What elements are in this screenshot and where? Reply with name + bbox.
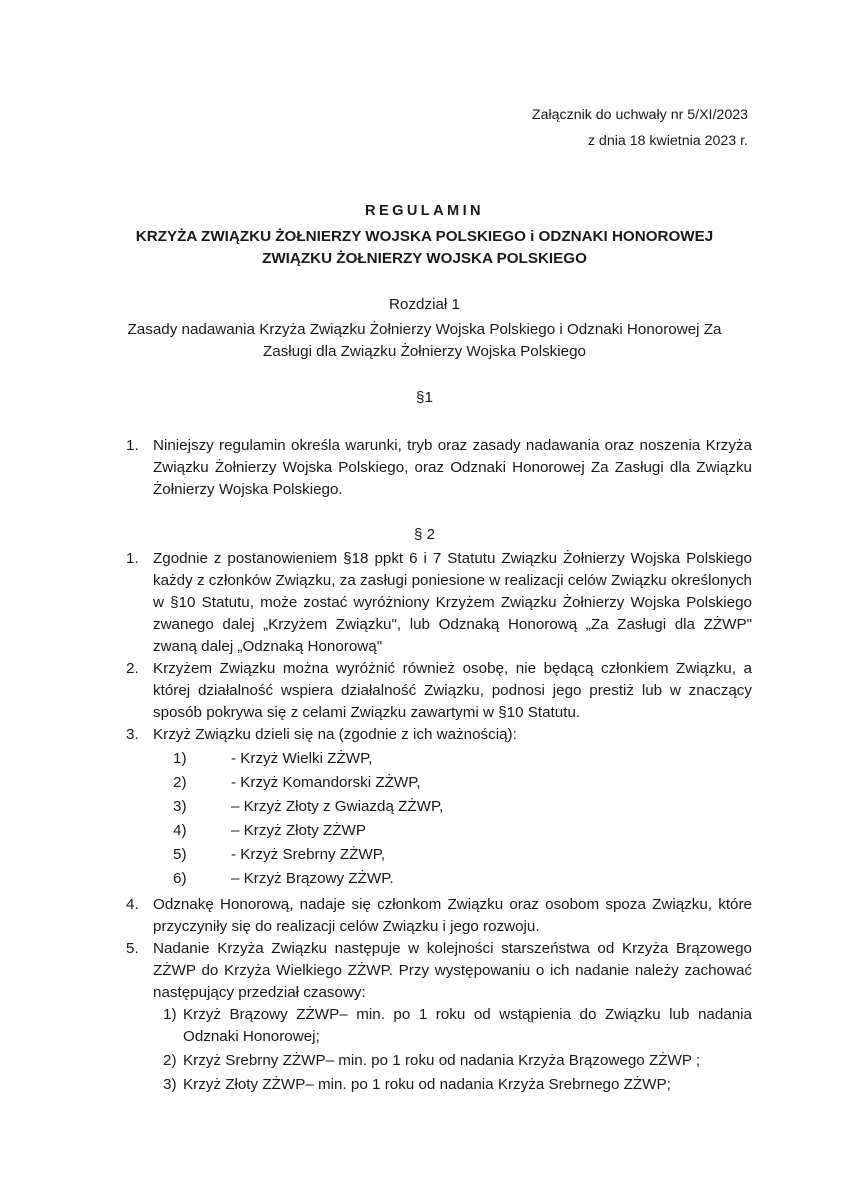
sub-item-text: – Krzyż Brązowy ZŻWP. <box>231 870 394 887</box>
sub-item-number: 6) <box>173 870 187 887</box>
item-text: Krzyżem Związku można wyróżnić również osobę, nie będącą członkiem Związku, a której działalność wspiera działalność Związku, podnosi jego prestiż lub w znaczący sposób pokrywa się z celami Związku zawartymi w §10 Statutu. <box>153 660 752 721</box>
chapter-description-line1: Zasady nadawania Krzyża Związku Żołnierzy Wojska Polskiego i Odznaki Honorowej Za <box>127 321 722 338</box>
sub-item-text: Krzyż Złoty ZŻWP– min. po 1 roku od nadania Krzyża Srebrnego ZŻWP; <box>183 1076 671 1093</box>
sub-item-number: 4) <box>173 822 187 839</box>
document-title: REGULAMIN <box>365 203 484 219</box>
item-number: 2. <box>126 660 139 677</box>
list-item <box>126 938 752 1004</box>
document-subtitle-line1: KRZYŻA ZWIĄZKU ŻOŁNIERZY WOJSKA POLSKIEGO i ODZNAKI HONOROWEJ <box>135 228 714 245</box>
sub-list-item <box>173 796 443 818</box>
list-item <box>126 894 752 938</box>
sub-item-number: 1) <box>163 1006 177 1023</box>
sub-list-item <box>173 772 421 794</box>
sub-item-text: – Krzyż Złoty z Gwiazdą ZŻWP, <box>231 798 444 815</box>
sub-item-text: - Krzyż Srebrny ZŻWP, <box>231 846 386 863</box>
item-text: Zgodnie z postanowieniem §18 ppkt 6 i 7 Statutu Związku Żołnierzy Wojska Polskiego każdy z członków Związku, za zasługi poniesione w realizacji celów Związku określonych w §10 Statutu, może zostać wyróżniony Krzyżem Związku Żołnierzy Wojska Polskiego zwanego dalej „Krzyżem Związku", lub Odznaką Honorową „Za Zasługi dla ZŻWP" zwaną dalej „Odznaką Honorową" <box>153 550 752 655</box>
sub-list-item <box>173 820 366 842</box>
sub-item-number: 5) <box>173 846 187 863</box>
annex-reference: Załącznik do uchwały nr 5/XI/2023 <box>531 107 748 123</box>
sub-item-number: 3) <box>163 1076 177 1093</box>
annex-date: z dnia 18 kwietnia 2023 r. <box>587 133 748 149</box>
list-item <box>126 548 752 658</box>
sub-item-text: – Krzyż Złoty ZŻWP <box>231 822 367 839</box>
sub-item-number: 2) <box>173 774 187 791</box>
document-subtitle-line2: ZWIĄZKU ŻOŁNIERZY WOJSKA POLSKIEGO <box>262 250 587 267</box>
list-item <box>126 435 752 501</box>
sub-list-item <box>163 1074 752 1096</box>
item-number: 4. <box>126 896 139 913</box>
sub-list-item <box>173 868 394 890</box>
item-text: Nadanie Krzyża Związku następuje w kolejności starszeństwa od Krzyża Brązowego ZŻWP do Krzyża Wielkiego ZŻWP. Przy występowaniu o ich nadanie należy zachować następujący przedział czasowy: <box>153 940 752 1001</box>
item-number: 1. <box>126 550 139 567</box>
sub-item-number: 2) <box>163 1052 177 1069</box>
sub-list-item <box>163 1004 752 1048</box>
chapter-description-line2: Zasługi dla Związku Żołnierzy Wojska Polskiego <box>262 343 586 360</box>
sub-item-text: - Krzyż Wielki ZŻWP, <box>231 750 373 767</box>
sub-item-text: Krzyż Brązowy ZŻWP– min. po 1 roku od wstąpienia do Związku lub nadania Odznaki Honorowej; <box>183 1006 752 1045</box>
item-number: 5. <box>126 940 139 957</box>
section-heading-2: § 2 <box>413 526 436 543</box>
item-text: Niniejszy regulamin określa warunki, tryb oraz zasady nadawania oraz noszenia Krzyża Związku Żołnierzy Wojska Polskiego, oraz Odznaki Honorowej Za Zasługi dla Związku Żołnierzy Wojska Polskiego. <box>153 437 752 498</box>
section-heading-1: §1 <box>416 389 433 406</box>
item-number: 1. <box>126 437 139 454</box>
sub-item-text: - Krzyż Komandorski ZŻWP, <box>231 774 421 791</box>
item-number: 3. <box>126 726 139 743</box>
sub-item-text: Krzyż Srebrny ZŻWP– min. po 1 roku od nadania Krzyża Brązowego ZŻWP ; <box>183 1052 701 1069</box>
chapter-label: Rozdział 1 <box>389 296 460 313</box>
item-text: Krzyż Związku dzieli się na (zgodnie z ich ważnością): <box>153 726 517 743</box>
list-item <box>126 724 752 746</box>
sub-item-number: 3) <box>173 798 187 815</box>
list-item <box>126 658 752 724</box>
sub-list-item <box>163 1050 752 1072</box>
sub-list-item <box>173 748 372 770</box>
item-text: Odznakę Honorową, nadaje się członkom Związku oraz osobom spoza Związku, które przyczyniły się do realizacji celów Związku i jego rozwoju. <box>153 896 752 935</box>
sub-list-item <box>173 844 385 866</box>
sub-item-number: 1) <box>173 750 187 767</box>
